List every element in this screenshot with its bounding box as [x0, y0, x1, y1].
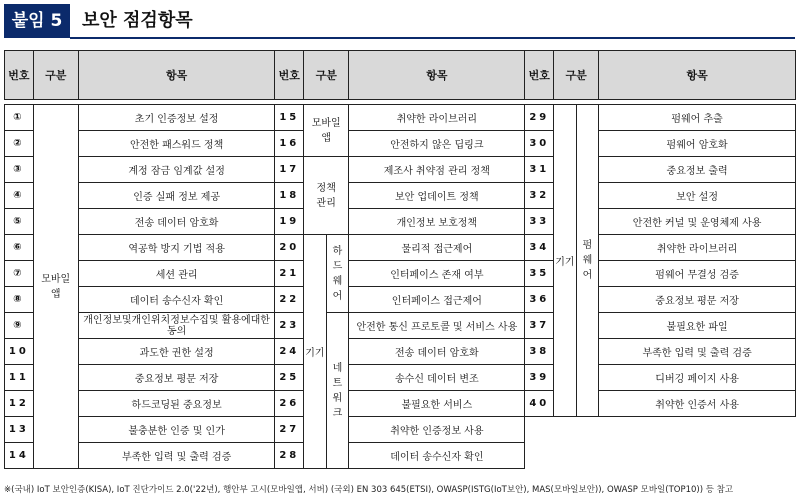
attachment-badge: 붙임 5	[4, 4, 70, 38]
col-header-cat: 구분	[304, 51, 349, 100]
item-number: ⑨	[5, 313, 34, 339]
item-number: 22	[275, 287, 304, 313]
table-row	[5, 261, 796, 287]
item-number: 23	[275, 313, 304, 339]
item-number: 29	[525, 105, 554, 131]
table-row	[5, 339, 796, 365]
item-number: 20	[275, 235, 304, 261]
item-label: 개인정보및개인위치정보수집및 활용에대한동의	[78, 313, 275, 339]
table-row	[5, 131, 796, 157]
item-label: 과도한 권한 설정	[78, 339, 275, 365]
item-label: 제조사 취약점 관리 정책	[349, 157, 525, 183]
col-header-no: 번호	[5, 51, 34, 100]
table-row	[5, 235, 796, 261]
item-label: 취약한 라이브러리	[599, 235, 796, 261]
category-mobile-app: 모바일 앱	[304, 105, 349, 157]
item-label: 중요정보 평문 저장	[599, 287, 796, 313]
footnote: ※(국내) IoT 보안인증(KISA), IoT 진단가이드 2.0('22년), 행안부 고시(모바일앱, 서버) (국외) EN 303 645(ETSI), OWASP(ISTG(IoT보안), MAS(모바일보안)), OWASP 모바일(TOP10)) 등 참고	[4, 485, 734, 495]
item-number: 30	[525, 131, 554, 157]
item-number: 14	[5, 443, 34, 469]
item-number: 17	[275, 157, 304, 183]
item-label: 부족한 입력 및 출력 검증	[599, 339, 796, 365]
checklist-table	[4, 50, 796, 469]
item-label: 송수신 데이터 변조	[349, 365, 525, 391]
item-label: 중요정보 평문 저장	[78, 365, 275, 391]
item-label: 안전한 패스워드 정책	[78, 131, 275, 157]
category-network: 네 트 워 크	[326, 313, 349, 469]
item-number: ①	[5, 105, 34, 131]
table-row	[5, 287, 796, 313]
item-label: 불충분한 인증 및 인가	[78, 417, 275, 443]
item-label: 전송 데이터 암호화	[78, 209, 275, 235]
item-number: ④	[5, 183, 34, 209]
item-number: 32	[525, 183, 554, 209]
item-number: 10	[5, 339, 34, 365]
item-label: 불필요한 파일	[599, 313, 796, 339]
page-header	[4, 4, 795, 40]
item-number: 21	[275, 261, 304, 287]
table-row	[5, 105, 796, 131]
item-label: 전송 데이터 암호화	[349, 339, 525, 365]
item-number: ⑤	[5, 209, 34, 235]
item-label: 안전한 커널 및 운영체제 사용	[599, 209, 796, 235]
category-policy: 정책 관리	[304, 157, 349, 235]
item-label: 초기 인증정보 설정	[78, 105, 275, 131]
category-device: 기기	[554, 105, 577, 417]
item-label: 계정 잠금 임계값 설정	[78, 157, 275, 183]
item-number: 12	[5, 391, 34, 417]
item-number: ③	[5, 157, 34, 183]
item-number: 15	[275, 105, 304, 131]
item-label: 하드코딩된 중요정보	[78, 391, 275, 417]
item-label: 개인정보 보호정책	[349, 209, 525, 235]
item-number: ②	[5, 131, 34, 157]
item-number: 39	[525, 365, 554, 391]
item-number: 34	[525, 235, 554, 261]
table-row	[5, 183, 796, 209]
col-header-item: 항목	[78, 51, 275, 100]
item-label: 물리적 접근제어	[349, 235, 525, 261]
item-number: 28	[275, 443, 304, 469]
category-device: 기기	[304, 235, 327, 469]
item-number: 36	[525, 287, 554, 313]
category-firmware: 펌 웨 어	[576, 105, 599, 417]
item-label: 중요정보 출력	[599, 157, 796, 183]
item-number: 33	[525, 209, 554, 235]
table-row	[5, 209, 796, 235]
header-row	[5, 51, 796, 100]
item-label: 세션 관리	[78, 261, 275, 287]
item-number: 25	[275, 365, 304, 391]
item-number: 18	[275, 183, 304, 209]
item-number: 16	[275, 131, 304, 157]
item-number: 38	[525, 339, 554, 365]
item-label: 데이터 송수신자 확인	[349, 443, 525, 469]
item-label: 부족한 입력 및 출력 검증	[78, 443, 275, 469]
item-number: 40	[525, 391, 554, 417]
item-label: 취약한 인증서 사용	[599, 391, 796, 417]
item-label: 인터페이스 접근제어	[349, 287, 525, 313]
item-label: 인터페이스 존재 여부	[349, 261, 525, 287]
col-header-cat: 구분	[554, 51, 599, 100]
category-mobile-app: 모바일 앱	[33, 105, 78, 469]
col-header-cat: 구분	[33, 51, 78, 100]
item-label: 보안 업데이트 정책	[349, 183, 525, 209]
item-number: ⑥	[5, 235, 34, 261]
col-header-item: 항목	[349, 51, 525, 100]
item-number: ⑦	[5, 261, 34, 287]
title-underline	[70, 37, 795, 39]
item-label: 펌웨어 추출	[599, 105, 796, 131]
col-header-no: 번호	[525, 51, 554, 100]
item-number: 24	[275, 339, 304, 365]
item-label: 데이터 송수신자 확인	[78, 287, 275, 313]
item-number: 13	[5, 417, 34, 443]
item-label: 안전한 통신 프로토콜 및 서비스 사용	[349, 313, 525, 339]
col-header-no: 번호	[275, 51, 304, 100]
item-number: 35	[525, 261, 554, 287]
table-row	[5, 157, 796, 183]
item-label: 취약한 인증정보 사용	[349, 417, 525, 443]
page-title: 보안 점검항목	[82, 10, 193, 31]
table-row	[5, 391, 796, 417]
item-label: 인증 실패 정보 제공	[78, 183, 275, 209]
table-row	[5, 313, 796, 339]
item-number: 27	[275, 417, 304, 443]
item-number: 11	[5, 365, 34, 391]
table-row	[5, 417, 796, 443]
table-row	[5, 365, 796, 391]
item-label: 펌웨어 무결성 검증	[599, 261, 796, 287]
category-hardware: 하 드 웨 어	[326, 235, 349, 313]
item-label: 보안 설정	[599, 183, 796, 209]
empty-area	[525, 417, 796, 469]
item-number: 26	[275, 391, 304, 417]
item-number: ⑧	[5, 287, 34, 313]
item-number: 37	[525, 313, 554, 339]
item-label: 안전하지 않은 딥링크	[349, 131, 525, 157]
col-header-item: 항목	[599, 51, 796, 100]
item-label: 취약한 라이브러리	[349, 105, 525, 131]
item-number: 31	[525, 157, 554, 183]
item-number: 19	[275, 209, 304, 235]
item-label: 불필요한 서비스	[349, 391, 525, 417]
item-label: 펌웨어 암호화	[599, 131, 796, 157]
item-label: 디버깅 페이지 사용	[599, 365, 796, 391]
item-label: 역공학 방지 기법 적용	[78, 235, 275, 261]
